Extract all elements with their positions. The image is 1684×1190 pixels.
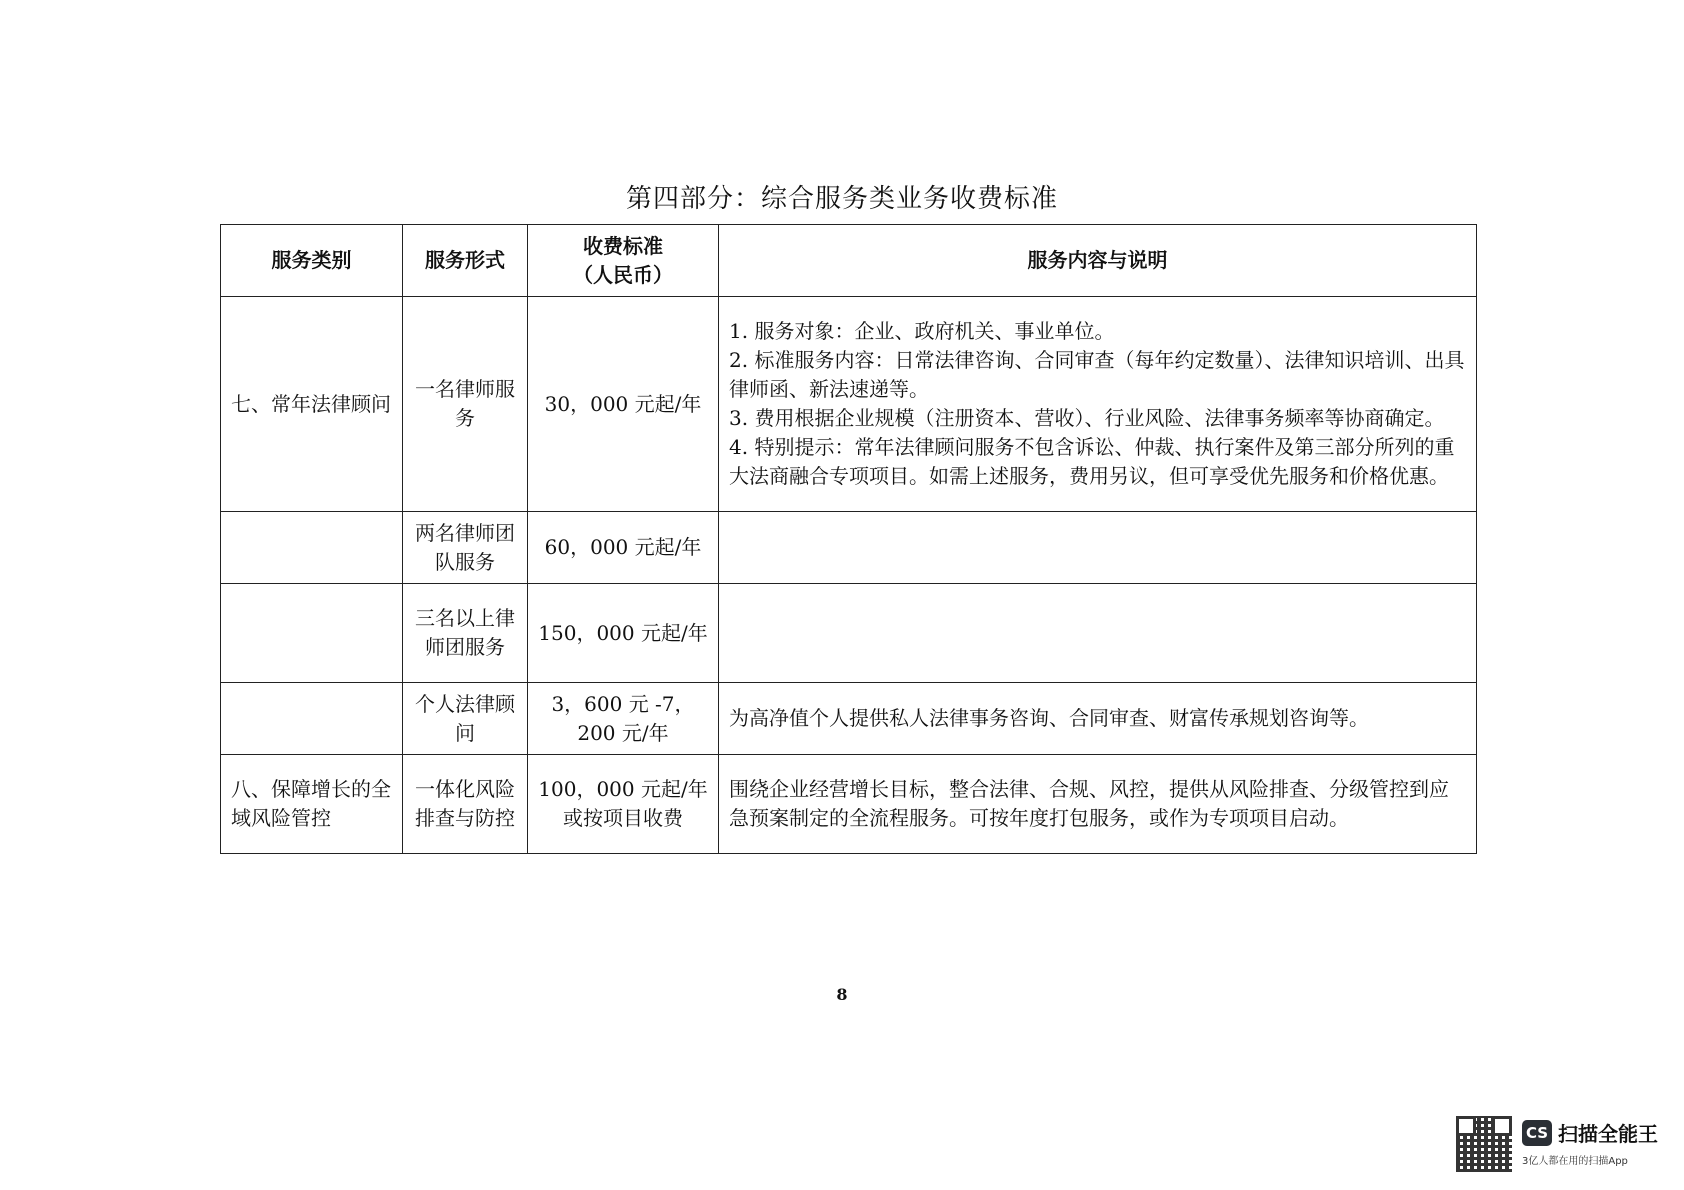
header-fee (528, 225, 719, 297)
table-row (221, 755, 1477, 854)
cell-description (719, 683, 1477, 755)
header-category: 服务类别 (221, 225, 403, 297)
cell-category (221, 683, 403, 755)
cell-fee: 30，000 元起/年 (528, 297, 719, 512)
cell-description (719, 755, 1477, 854)
cell-category (221, 584, 403, 683)
camscanner-logo-icon: CS (1522, 1120, 1552, 1146)
description-line: 2. 标准服务内容：日常法律咨询、合同审查（每年约定数量）、法律知识培训、出具律师函、新法速递等。 (729, 348, 1465, 401)
description-line: 1. 服务对象：企业、政府机关、事业单位。 (729, 319, 1115, 343)
cell-description (719, 297, 1477, 512)
fee-table (220, 224, 1477, 854)
cell-fee: 3，600 元 -7，200 元/年 (528, 683, 719, 755)
scanner-watermark (1456, 1116, 1666, 1176)
cell-fee: 150，000 元起/年 (528, 584, 719, 683)
cell-form: 两名律师团队服务 (403, 512, 528, 584)
header-description: 服务内容与说明 (719, 225, 1477, 297)
cell-description (719, 584, 1477, 683)
description-line: 围绕企业经营增长目标，整合法律、合规、风控，提供从风险排查、分级管控到应急预案制定的全流程服务。可按年度打包服务，或作为专项项目启动。 (729, 777, 1449, 830)
description-line: 为高净值个人提供私人法律事务咨询、合同审查、财富传承规划咨询等。 (729, 706, 1369, 730)
table-header-row (221, 225, 1477, 297)
table-row (221, 297, 1477, 512)
cell-form: 一体化风险排查与防控 (403, 755, 528, 854)
cell-fee: 60，000 元起/年 (528, 512, 719, 584)
qr-code-icon (1456, 1116, 1512, 1172)
cell-form: 一名律师服务 (403, 297, 528, 512)
table-row (221, 512, 1477, 584)
table-row (221, 584, 1477, 683)
cell-fee: 100，000 元起/年或按项目收费 (528, 755, 719, 854)
description-line: 4. 特别提示：常年法律顾问服务不包含诉讼、仲裁、执行案件及第三部分所列的重大法商融合专项项目。如需上述服务，费用另议，但可享受优先服务和价格优惠。 (729, 435, 1455, 488)
cell-form: 三名以上律师团服务 (403, 584, 528, 683)
cell-description (719, 512, 1477, 584)
description-line: 3. 费用根据企业规模（注册资本、营收）、行业风险、法律事务频率等协商确定。 (729, 406, 1445, 430)
page-number: 8 (836, 985, 848, 1004)
header-fee-line2: （人民币） (573, 262, 673, 287)
cell-form: 个人法律顾问 (403, 683, 528, 755)
table-row (221, 683, 1477, 755)
watermark-brand: 扫描全能王 (1558, 1122, 1658, 1146)
header-form: 服务形式 (403, 225, 528, 297)
page-title: 第四部分：综合服务类业务收费标准 (625, 184, 1058, 214)
header-fee-line1: 收费标准 (583, 233, 663, 258)
cell-category (221, 512, 403, 584)
cell-category: 八、保障增长的全域风险管控 (221, 755, 403, 854)
cell-category: 七、常年法律顾问 (221, 297, 403, 512)
watermark-slogan: 3亿人都在用的扫描App (1522, 1156, 1628, 1167)
